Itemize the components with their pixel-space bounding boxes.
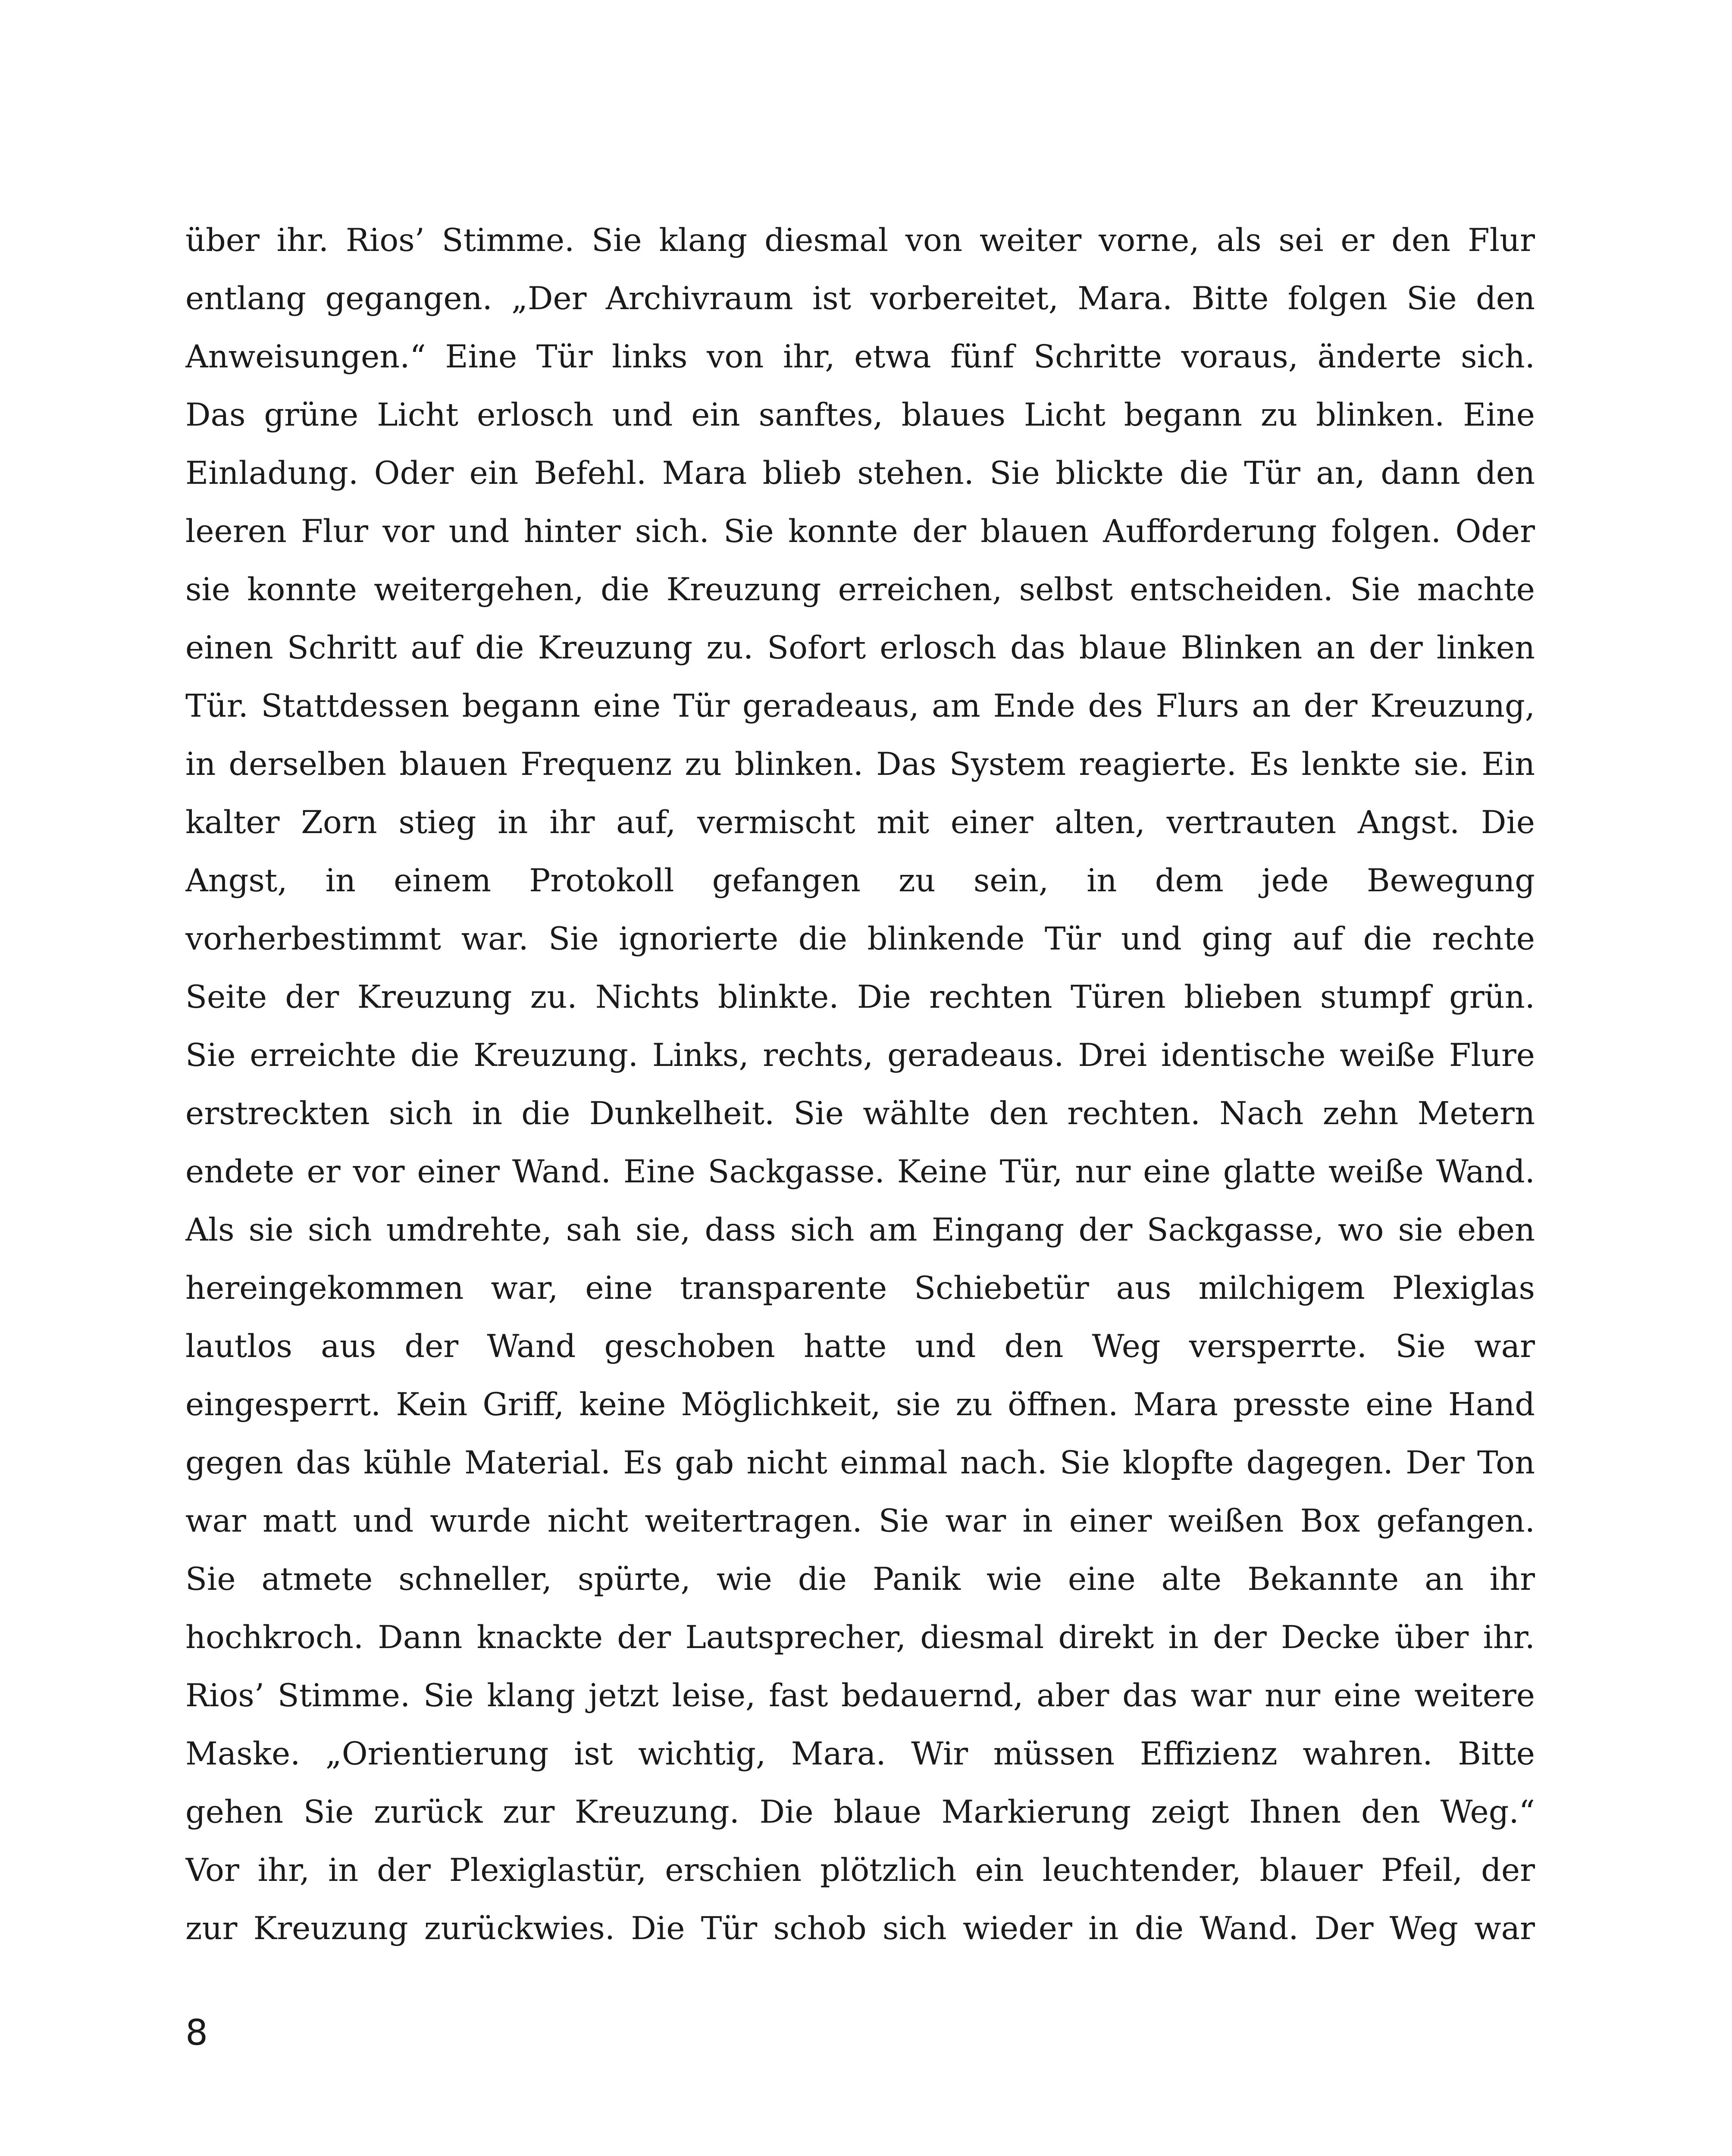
text-line: hochkroch. Dann knackte der Lautsprecher, diesmal direkt in der Decke über ihr. <box>185 1619 1535 1656</box>
text-line: erstreckten sich in die Dunkelheit. Sie wählte den rechten. Nach zehn Metern <box>185 1095 1535 1132</box>
text-line: eingesperrt. Kein Griff, keine Möglichkeit, sie zu öffnen. Mara presste eine Hand <box>185 1386 1535 1423</box>
text-line: sie konnte weitergehen, die Kreuzung erreichen, selbst entscheiden. Sie machte <box>185 571 1535 608</box>
text-line: Sie atmete schneller, spürte, wie die Panik wie eine alte Bekannte an ihr <box>185 1561 1535 1598</box>
text-line: Sie erreichte die Kreuzung. Links, rechts, geradeaus. Drei identische weiße Flure <box>185 1037 1535 1074</box>
text-line: einen Schritt auf die Kreuzung zu. Sofort erlosch das blaue Blinken an der linken <box>185 630 1535 666</box>
text-line: zur Kreuzung zurückwies. Die Tür schob sich wieder in die Wand. Der Weg war <box>185 1910 1535 1947</box>
text-line: gegen das kühle Material. Es gab nicht einmal nach. Sie klopfte dagegen. Der Ton <box>185 1445 1535 1481</box>
text-line: kalter Zorn stieg in ihr auf, vermischt mit einer alten, vertrauten Angst. Die <box>185 804 1535 841</box>
text-line: Das grüne Licht erlosch und ein sanftes, blaues Licht begann zu blinken. Eine <box>185 397 1535 433</box>
text-line: über ihr. Rios’ Stimme. Sie klang diesmal von weiter vorne, als sei er den Flur <box>185 222 1535 259</box>
text-line: war matt und wurde nicht weitertragen. Sie war in einer weißen Box gefangen. <box>185 1503 1535 1539</box>
text-line: endete er vor einer Wand. Eine Sackgasse. Keine Tür, nur eine glatte weiße Wand. <box>185 1153 1535 1190</box>
text-line: leeren Flur vor und hinter sich. Sie konnte der blauen Aufforderung folgen. Oder <box>185 513 1535 550</box>
text-line: lautlos aus der Wand geschoben hatte und den Weg versperrte. Sie war <box>185 1328 1535 1365</box>
text-line: Als sie sich umdrehte, sah sie, dass sich am Eingang der Sackgasse, wo sie eben <box>185 1212 1535 1248</box>
text-line: Angst, in einem Protokoll gefangen zu sein, in dem jede Bewegung <box>185 862 1535 899</box>
text-line: Tür. Stattdessen begann eine Tür geradeaus, am Ende des Flurs an der Kreuzung, <box>185 688 1535 724</box>
text-line: hereingekommen war, eine transparente Schiebetür aus milchigem Plexiglas <box>185 1270 1535 1307</box>
text-line: Seite der Kreuzung zu. Nichts blinkte. Die rechten Türen blieben stumpf grün. <box>185 979 1535 1015</box>
text-line: Anweisungen.“ Eine Tür links von ihr, etwa fünf Schritte voraus, änderte sich. <box>185 338 1535 375</box>
text-line: gehen Sie zurück zur Kreuzung. Die blaue Markierung zeigt Ihnen den Weg.“ <box>185 1794 1535 1830</box>
body-text <box>185 211 1535 1958</box>
text-line: entlang gegangen. „Der Archivraum ist vorbereitet, Mara. Bitte folgen Sie den <box>185 280 1535 317</box>
text-line: vorherbestimmt war. Sie ignorierte die blinkende Tür und ging auf die rechte <box>185 921 1535 957</box>
text-line: in derselben blauen Frequenz zu blinken. Das System reagierte. Es lenkte sie. Ein <box>185 746 1535 783</box>
text-line: Einladung. Oder ein Befehl. Mara blieb stehen. Sie blickte die Tür an, dann den <box>185 455 1535 492</box>
page-number: 8 <box>185 2012 208 2053</box>
text-line: Rios’ Stimme. Sie klang jetzt leise, fast bedauernd, aber das war nur eine weitere <box>185 1677 1535 1714</box>
text-line: Vor ihr, in der Plexiglastür, erschien plötzlich ein leuchtender, blauer Pfeil, der <box>185 1852 1535 1889</box>
text-line: Maske. „Orientierung ist wichtig, Mara. Wir müssen Effizienz wahren. Bitte <box>185 1736 1535 1772</box>
